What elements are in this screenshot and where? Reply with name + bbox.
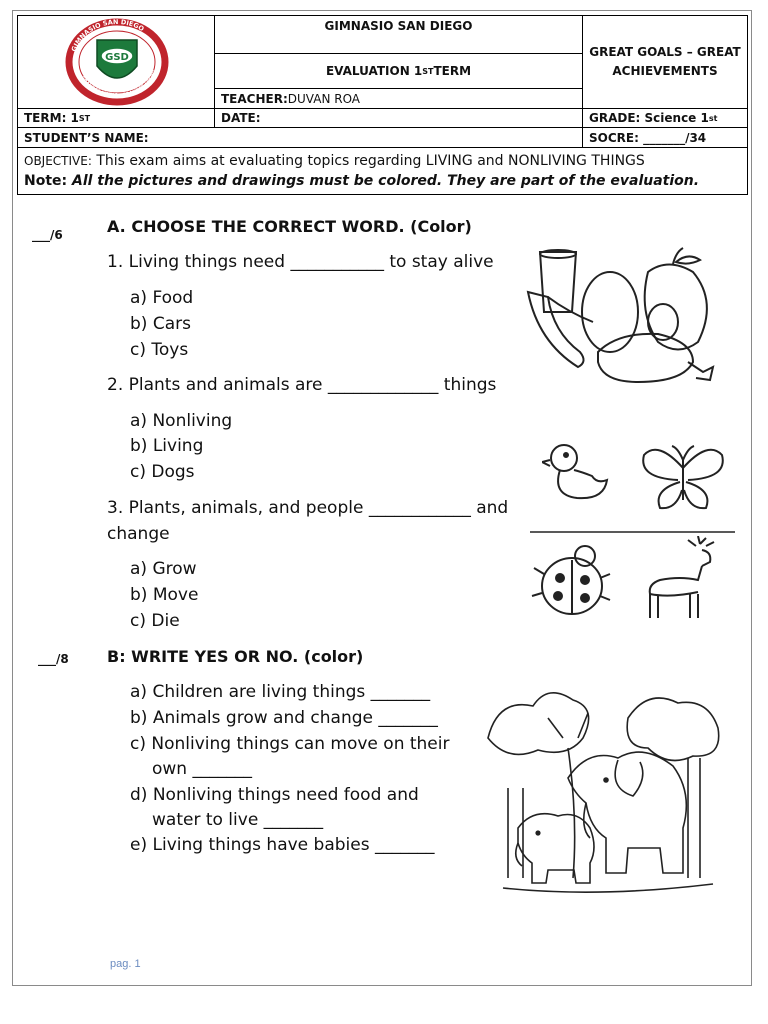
statement-c-cont: own _______ bbox=[152, 759, 252, 779]
note-label: Note: bbox=[24, 173, 68, 189]
objective-line bbox=[24, 151, 741, 171]
score-cell: SOCRE: _______/34 bbox=[582, 127, 748, 148]
motto-cell: GREAT GOALS – GREAT ACHIEVEMENTS bbox=[582, 15, 748, 109]
logo-cell bbox=[17, 15, 215, 109]
objective-cell bbox=[17, 147, 748, 195]
statement-d: d) Nonliving things need food and bbox=[130, 785, 419, 805]
section-b-score: ___/8 bbox=[38, 652, 69, 666]
q1-option-c[interactable]: c) Toys bbox=[130, 340, 189, 360]
teacher-label: TEACHER: bbox=[221, 91, 288, 106]
question-1: 1. Living things need ___________ to stay alive bbox=[107, 252, 494, 272]
divider-line bbox=[530, 530, 735, 534]
q2-option-a[interactable]: a) Nonliving bbox=[130, 411, 233, 431]
logo-motto: GRANDES METAS - GRANDES LOGRO bbox=[79, 69, 158, 99]
term-label: TERM: 1 bbox=[24, 111, 79, 125]
teacher-value: DUVAN ROA bbox=[287, 91, 361, 106]
food-illustration bbox=[518, 242, 723, 392]
section-a-score: ___/6 bbox=[32, 228, 63, 242]
duck-illustration bbox=[542, 440, 612, 505]
butterfly-illustration bbox=[638, 440, 728, 515]
term-cell bbox=[17, 108, 215, 128]
statement-d-cont: water to live _______ bbox=[152, 810, 324, 830]
term-sup: ST bbox=[78, 113, 91, 123]
objective-text: This exam aims at evaluating topics regarding LIVING and NONLIVING THINGS bbox=[91, 153, 645, 169]
elephants-illustration bbox=[478, 678, 733, 900]
evaluation-tail: TERM bbox=[433, 64, 472, 78]
ladybug-illustration bbox=[530, 538, 615, 618]
question-2: 2. Plants and animals are _____________ things bbox=[107, 375, 497, 395]
statement-a: a) Children are living things _______ bbox=[130, 682, 431, 702]
teacher-cell bbox=[214, 88, 583, 109]
q2-option-c[interactable]: c) Dogs bbox=[130, 462, 195, 482]
grade-sup: st bbox=[708, 113, 718, 123]
note-text: All the pictures and drawings must be colored. They are part of the evaluation. bbox=[67, 173, 700, 189]
q3-option-a[interactable]: a) Grow bbox=[130, 559, 197, 579]
q2-option-b[interactable]: b) Living bbox=[130, 436, 204, 456]
date-cell: DATE: bbox=[214, 108, 583, 128]
q1-option-b[interactable]: b) Cars bbox=[130, 314, 191, 334]
evaluation-text: EVALUATION 1 bbox=[325, 64, 423, 78]
q1-option-a[interactable]: a) Food bbox=[130, 288, 194, 308]
q3-option-c[interactable]: c) Die bbox=[130, 611, 180, 631]
question-3-line-2: change bbox=[107, 524, 170, 544]
objective-label: OBJECTIVE: bbox=[24, 154, 92, 168]
section-b-title: B: WRITE YES OR NO. (color) bbox=[107, 647, 364, 666]
note-line bbox=[24, 171, 741, 191]
statement-e: e) Living things have babies _______ bbox=[130, 835, 435, 855]
statement-b: b) Animals grow and change _______ bbox=[130, 708, 438, 728]
logo-text: GIMNASIO SAN DIEGO bbox=[69, 18, 146, 53]
section-a-title: A. CHOOSE THE CORRECT WORD. (Color) bbox=[107, 217, 472, 236]
student-name-cell: STUDENT’S NAME: bbox=[17, 127, 583, 148]
grade-cell bbox=[582, 108, 748, 128]
logo-initials: GSD bbox=[105, 52, 129, 63]
question-3-line-1: 3. Plants, animals, and people ____________ and bbox=[107, 498, 509, 518]
q3-option-b[interactable]: b) Move bbox=[130, 585, 199, 605]
grade-label: GRADE: Science 1 bbox=[589, 111, 709, 125]
school-name: GIMNASIO SAN DIEGO bbox=[214, 15, 583, 54]
statement-c: c) Nonliving things can move on their bbox=[130, 734, 450, 754]
school-logo bbox=[52, 18, 182, 106]
page-number: pag. 1 bbox=[110, 958, 141, 970]
evaluation-title bbox=[214, 53, 583, 89]
evaluation-sup: ST bbox=[422, 66, 434, 76]
deer-illustration bbox=[640, 536, 730, 621]
